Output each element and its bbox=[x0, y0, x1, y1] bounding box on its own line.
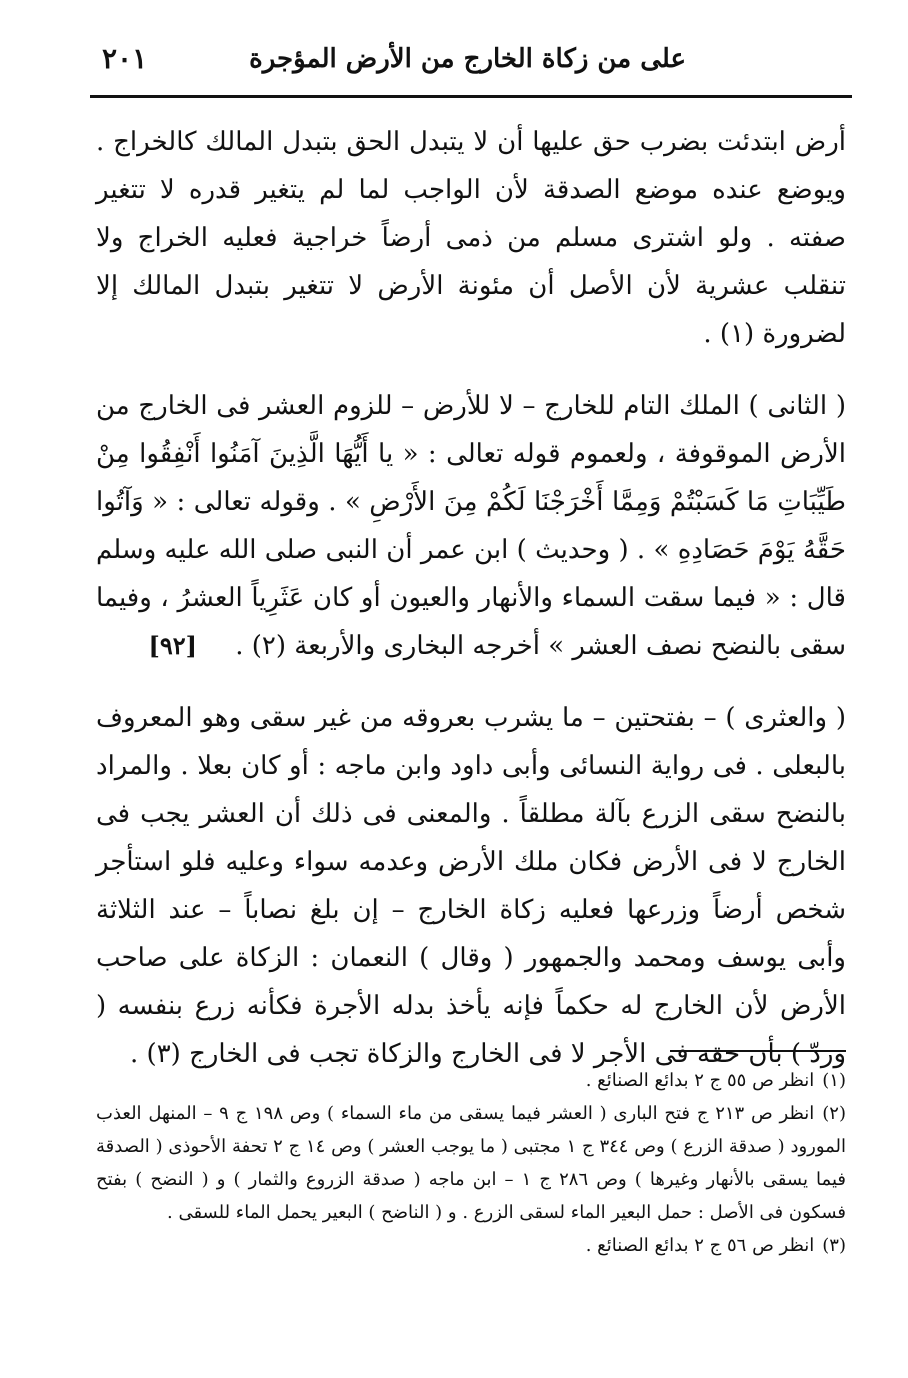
footnote-2 bbox=[96, 1097, 846, 1229]
paragraph-2 bbox=[96, 382, 846, 670]
page-header bbox=[92, 40, 846, 90]
main-text bbox=[96, 118, 846, 1102]
footnotes bbox=[96, 1064, 846, 1262]
paragraph-3-text: ( والعثرى ) – بفتحتين – ما يشرب بعروقه من غير سقى وهو المعروف بالبعلى . فى رواية النسائى وأبى داود وابن ماجه : أو كان بعلا . والمراد بالنضح سقى الزرع بآلة مطلقاً . والمعنى فى ذلك أن العشر يجب فى الخارج لا فى الأرض فكان ملك الأرض وعدمه سواء وعليه فلو استأجر شخص أرضاً وزرعها فعليه زكاة الخارج – إن بلغ نصاباً – عند الثلاثة وأبى يوسف ومحمد والجمهور ( وقال ) النعمان : الزكاة على صاحب الأرض لأن الخارج له حكماً فإنه يأخذ بدله الأجرة فكأنه زرع بنفسه ( وردّ ) بأن حقه فى الأجر لا فى الخارج والزكاة تجب فى الخارج (٣) . bbox=[96, 703, 846, 1069]
footnote-text: انظر ص ٢١٣ ج فتح البارى ( العشر فيما يسقى من ماء السماء ) وص ١٩٨ ج ٩ – المنهل العذب المورود ( صدقة الزرع ) وص ٣٤٤ ج ١ مجتبى ( ما يوجب العشر ) وص ١٤ ج ٢ تحفة الأحوذى ( الصدقة فيما يسقى بالأنهار وغيرها ) وص ٢٨٦ ج ١ – ابن ماجه ( صدقة الزروع والثمار ) و ( النضح ) بفتح فسكون فى الأصل : حمل البعير الماء لسقى الزرع . و ( الناضح ) البعير يحمل الماء للسقى . bbox=[96, 1103, 847, 1223]
footnote-text: انظر ص ٥٦ ج ٢ بدائع الصنائع . bbox=[585, 1235, 815, 1256]
header-rule bbox=[90, 95, 852, 98]
footnote-number: (٣) bbox=[822, 1235, 846, 1256]
footnote-rule bbox=[670, 1050, 846, 1052]
margin-reference: [٩٢] bbox=[148, 631, 197, 660]
paragraph-1 bbox=[96, 118, 846, 358]
footnote-number: (٢) bbox=[822, 1103, 846, 1124]
footnote-1 bbox=[96, 1064, 846, 1097]
paragraph-3 bbox=[96, 694, 846, 1078]
footnote-text: انظر ص ٥٥ ج ٢ بدائع الصنائع . bbox=[585, 1070, 815, 1091]
footnote-number: (١) bbox=[822, 1070, 846, 1091]
running-title: على من زكاة الخارج من الأرض المؤجرة bbox=[249, 44, 686, 74]
page-number: ٢٠١ bbox=[102, 42, 148, 75]
footnote-3 bbox=[96, 1229, 846, 1262]
paragraph-2-text: ( الثانى ) الملك التام للخارج – لا للأرض – للزوم العشر فى الخارج من الأرض الموقوفة ، ولعموم قوله تعالى : « يا أَيُّهَا الَّذِينَ آمَنُوا أَنْفِقُوا مِنْ طَيِّبَاتِ مَا كَسَبْتُمْ وَمِمَّا أَخْرَجْنَا لَكُمْ مِنَ الأَرْضِ » . وقوله تعالى : « وَآتُوا حَقَّهُ يَوْمَ حَصَادِهِ » . ( وحديث ) ابن عمر أن النبى صلى الله عليه وسلم قال : « فيما سقت السماء والأنهار والعيون أو كان عَثَرِياً العشرُ ، وفيما سقى بالنضح نصف العشر » أخرجه البخارى والأربعة (٢) . bbox=[96, 391, 847, 661]
paragraph-1-text: أرض ابتدئت بضرب حق عليها أن لا يتبدل الحق بتبدل المالك كالخراج . ويوضع عنده موضع الصدقة لأن الواجب لما لم يتغير قدره لا تتغير صفته . ولو اشترى مسلم من ذمى أرضاً خراجية فعليه الخراج ولا تنقلب عشرية لأن الأصل أن مئونة الأرض لا تتغير بتبدل المالك إلا لضرورة (١) . bbox=[96, 127, 846, 349]
